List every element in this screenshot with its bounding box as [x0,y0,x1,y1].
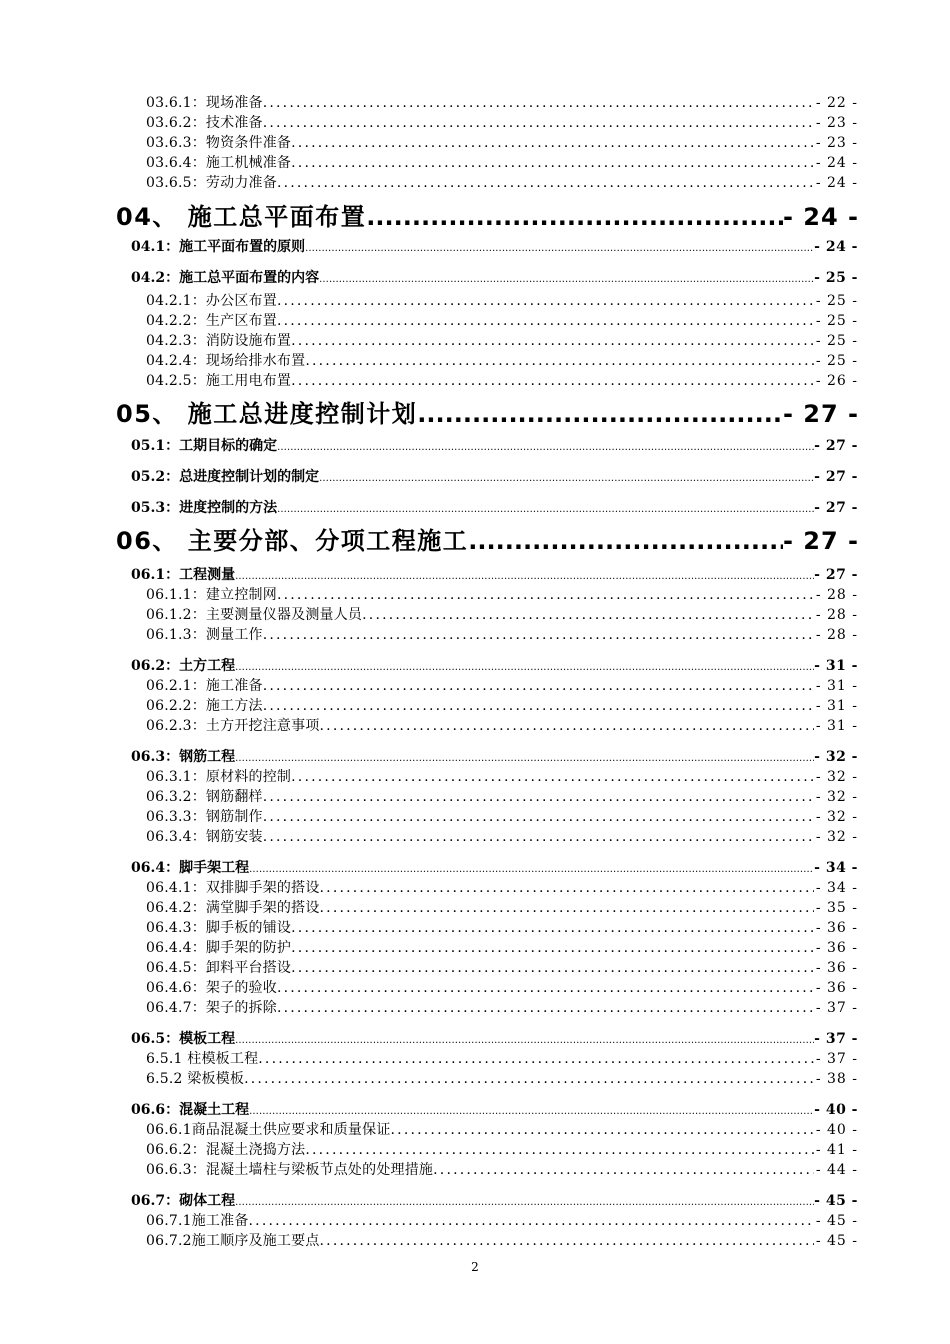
toc-heading-entry[interactable] [116,197,859,231]
toc-section-entry[interactable] [131,655,858,675]
toc-entry-title: 04.2.4：现场给排水布置 [146,353,306,369]
toc-subsection-entry[interactable] [146,584,858,604]
toc-dot-leader [305,1142,813,1158]
toc-dot-leader [366,203,783,231]
toc-dot-leader [319,469,814,485]
toc-entry-title: 6.5.2 梁板模板 [146,1071,245,1087]
toc-entry-title: 06.6.3：混凝土墙柱与梁板节点处的处理措施 [146,1162,434,1178]
toc-entry-title: 06.1.2：主要测量仪器及测量人员 [146,607,363,623]
toc-entry-title: 03.6.5：劳动力准备 [146,175,277,191]
toc-subsection-entry[interactable] [146,766,858,786]
toc-dot-leader [391,1122,814,1138]
toc-dot-leader [263,789,814,805]
toc-subsection-entry[interactable] [146,604,858,624]
toc-section-entry[interactable] [131,1028,858,1048]
toc-entry-title: 06.1.3：测量工作 [146,627,263,643]
toc-entry-page: - 28 - [815,607,858,623]
toc-entry-page: - 35 - [815,900,858,916]
toc-entry-title: 06.1.1：建立控制网 [146,587,277,603]
toc-entry-page: - 32 - [815,829,858,845]
toc-entry-title: 06.4.2：满堂脚手架的搭设 [146,900,320,916]
toc-entry-page: - 25 - [815,293,858,309]
toc-entry-title: 06、 主要分部、分项工程施工 [116,527,469,555]
page-number: 2 [471,1260,479,1274]
toc-dot-leader [249,1213,814,1229]
toc-subsection-entry[interactable] [146,290,858,310]
toc-entry-title: 06.4.6：架子的验收 [146,980,277,996]
toc-entry-page: - 32 - [815,809,858,825]
toc-section-entry[interactable] [131,857,858,877]
toc-entry-page: - 37 - [815,1000,858,1016]
toc-subsection-entry[interactable] [146,715,858,735]
toc-entry-title: 06.1：工程测量 [131,567,236,583]
toc-dot-leader [263,627,814,643]
toc-dot-leader [305,239,814,255]
toc-entry-title: 06.2.2：施工方法 [146,698,263,714]
toc-section-entry[interactable] [131,236,858,256]
toc-entry-title: 06.4：脚手架工程 [131,860,250,876]
toc-entry-page: - 24 - [814,239,858,255]
toc-entry-title: 06.3：钢筋工程 [131,749,236,765]
toc-dot-leader [249,1102,814,1118]
toc-subsection-entry[interactable] [146,786,858,806]
toc-entry-page: - 36 - [815,920,858,936]
toc-section-entry[interactable] [131,1099,858,1119]
toc-section-entry[interactable] [131,466,858,486]
toc-subsection-entry[interactable] [146,172,858,192]
toc-entry-page: - 40 - [815,1122,858,1138]
toc-subsection-entry[interactable] [146,826,858,846]
toc-entry-title: 06.2.1：施工准备 [146,678,263,694]
toc-entry-title: 06.3.4：钢筋安装 [146,829,263,845]
toc-entry-title: 05、 施工总进度控制计划 [116,400,418,428]
toc-entry-page: - 37 - [815,1051,858,1067]
toc-subsection-entry[interactable] [146,112,858,132]
toc-entry-page: - 32 - [814,749,858,765]
toc-dot-leader [277,500,814,516]
toc-dot-leader [277,587,814,603]
toc-entry-title: 06.4.3：脚手板的铺设 [146,920,292,936]
toc-heading-entry[interactable] [116,394,859,428]
toc-entry-page: - 27 - [814,567,858,583]
toc-entry-page: - 23 - [815,115,858,131]
toc-subsection-entry[interactable] [146,806,858,826]
toc-entry-page: - 32 - [815,789,858,805]
toc-entry-page: - 24 - [782,203,859,231]
toc-entry-title: 05.3：进度控制的方法 [131,500,278,516]
toc-subsection-entry[interactable] [146,1139,858,1159]
toc-entry-page: - 25 - [815,353,858,369]
toc-dot-leader [291,373,814,389]
toc-entry-page: - 38 - [815,1071,858,1087]
toc-dot-leader [263,829,814,845]
toc-dot-leader [277,313,814,329]
toc-entry-title: 03.6.1：现场准备 [146,95,263,111]
toc-entry-page: - 22 - [815,95,858,111]
toc-entry-title: 06.4.4：脚手架的防护 [146,940,292,956]
toc-entry-page: - 27 - [814,500,858,516]
toc-subsection-entry[interactable] [146,695,858,715]
toc-dot-leader [433,1162,814,1178]
toc-dot-leader [277,175,814,191]
toc-entry-title: 06.2.3：土方开挖注意事项 [146,718,320,734]
toc-dot-leader [291,333,814,349]
toc-subsection-entry[interactable] [146,675,858,695]
toc-entry-page: - 37 - [814,1031,858,1047]
toc-subsection-entry[interactable] [146,997,858,1017]
toc-subsection-entry[interactable] [146,937,858,957]
toc-entry-page: - 45 - [814,1193,858,1209]
toc-entry-page: - 28 - [815,627,858,643]
toc-entry-title: 04.2：施工总平面布置的内容 [131,270,320,286]
toc-dot-leader [362,607,814,623]
toc-entry-title: 04、 施工总平面布置 [116,203,367,231]
toc-entry-page: - 45 - [815,1233,858,1249]
toc-subsection-entry[interactable] [146,330,858,350]
toc-dot-leader [235,1031,814,1047]
toc-entry-title: 06.7：砌体工程 [131,1193,236,1209]
toc-entry-title: 04.2.1：办公区布置 [146,293,277,309]
toc-entry-page: - 25 - [815,313,858,329]
toc-dot-leader [277,438,814,454]
toc-entry-title: 03.6.2：技术准备 [146,115,263,131]
toc-dot-leader [305,353,813,369]
toc-subsection-entry[interactable] [146,370,858,390]
toc-entry-title: 06.4.7：架子的拆除 [146,1000,277,1016]
toc-subsection-entry[interactable] [146,957,858,977]
toc-entry-title: 05.2：总进度控制计划的制定 [131,469,320,485]
toc-dot-leader [263,698,814,714]
toc-entry-title: 04.2.2：生产区布置 [146,313,277,329]
toc-section-entry[interactable] [131,435,858,455]
toc-entry-page: - 26 - [815,373,858,389]
toc-entry-page: - 41 - [815,1142,858,1158]
toc-dot-leader [291,940,814,956]
toc-dot-leader [277,293,814,309]
toc-subsection-entry[interactable] [146,1210,858,1230]
toc-subsection-entry[interactable] [146,1068,858,1088]
toc-entry-title: 6.5.1 柱模板工程 [146,1051,259,1067]
toc-dot-leader [263,678,814,694]
toc-dot-leader [235,658,814,674]
toc-dot-leader [291,135,814,151]
toc-dot-leader [244,1071,814,1087]
toc-entry-page: - 36 - [815,960,858,976]
toc-subsection-entry[interactable] [146,897,858,917]
toc-entry-title: 06.7.1施工准备 [146,1213,249,1229]
toc-dot-leader [291,769,814,785]
toc-entry-page: - 44 - [815,1162,858,1178]
toc-entry-page: - 31 - [815,698,858,714]
toc-dot-leader [291,155,814,171]
toc-entry-title: 06.3.3：钢筋制作 [146,809,263,825]
toc-entry-page: - 24 - [815,175,858,191]
toc-entry-title: 03.6.3：物资条件准备 [146,135,292,151]
toc-entry-title: 06.6：混凝土工程 [131,1102,250,1118]
toc-subsection-entry[interactable] [146,92,858,112]
toc-dot-leader [320,718,814,734]
toc-subsection-entry[interactable] [146,977,858,997]
toc-entry-title: 06.7.2施工顺序及施工要点 [146,1233,320,1249]
toc-subsection-entry[interactable] [146,624,858,644]
toc-dot-leader [320,900,814,916]
toc-section-entry[interactable] [131,497,858,517]
toc-dot-leader [263,95,814,111]
toc-entry-title: 06.6.1商品混凝土供应要求和质量保证 [146,1122,391,1138]
toc-entry-title: 06.4.5：卸料平台搭设 [146,960,292,976]
toc-entry-title: 06.5：模板工程 [131,1031,236,1047]
toc-entry-page: - 25 - [815,333,858,349]
toc-subsection-entry[interactable] [146,1048,858,1068]
toc-section-entry[interactable] [131,267,858,287]
toc-entry-page: - 36 - [815,980,858,996]
toc-dot-leader [263,809,814,825]
toc-dot-leader [291,960,814,976]
toc-dot-leader [277,980,814,996]
toc-entry-title: 03.6.4：施工机械准备 [146,155,292,171]
toc-dot-leader [277,1000,814,1016]
toc-subsection-entry[interactable] [146,1119,858,1139]
toc-dot-leader [291,920,814,936]
toc-subsection-entry[interactable] [146,1159,858,1179]
toc-entry-title: 06.3.1：原材料的控制 [146,769,292,785]
toc-entry-page: - 27 - [814,438,858,454]
toc-entry-page: - 27 - [782,527,859,555]
toc-entry-page: - 34 - [815,880,858,896]
toc-dot-leader [468,527,783,555]
toc-entry-page: - 31 - [814,658,858,674]
toc-subsection-entry[interactable] [146,132,858,152]
toc-entry-page: - 31 - [815,718,858,734]
toc-entry-page: - 24 - [815,155,858,171]
toc-entry-page: - 23 - [815,135,858,151]
toc-section-entry[interactable] [131,564,858,584]
toc-entry-page: - 36 - [815,940,858,956]
toc-entry-page: - 27 - [814,469,858,485]
toc-entry-title: 06.4.1：双排脚手架的搭设 [146,880,320,896]
toc-dot-leader [417,400,783,428]
toc-dot-leader [235,567,814,583]
toc-entry-title: 04.1：施工平面布置的原则 [131,239,306,255]
toc-dot-leader [263,115,814,131]
toc-entry-page: - 25 - [814,270,858,286]
toc-entry-page: - 40 - [814,1102,858,1118]
toc-entry-title: 06.2：土方工程 [131,658,236,674]
toc-dot-leader [319,270,814,286]
toc-entry-page: - 31 - [815,678,858,694]
toc-entry-page: - 28 - [815,587,858,603]
toc-subsection-entry[interactable] [146,877,858,897]
toc-entry-page: - 27 - [782,400,859,428]
toc-subsection-entry[interactable] [146,1230,858,1250]
toc-entry-title: 04.2.5：施工用电布置 [146,373,292,389]
toc-dot-leader [249,860,814,876]
toc-entry-title: 04.2.3：消防设施布置 [146,333,292,349]
toc-entry-page: - 32 - [815,769,858,785]
toc-dot-leader [320,1233,814,1249]
toc-entry-title: 06.6.2：混凝土浇捣方法 [146,1142,306,1158]
toc-dot-leader [235,1193,814,1209]
toc-dot-leader [320,880,814,896]
toc-section-entry[interactable] [131,746,858,766]
toc-subsection-entry[interactable] [146,917,858,937]
toc-entry-page: - 45 - [815,1213,858,1229]
toc-dot-leader [258,1051,814,1067]
toc-subsection-entry[interactable] [146,310,858,330]
toc-section-entry[interactable] [131,1190,858,1210]
toc-entry-title: 06.3.2：钢筋翻样 [146,789,263,805]
toc-dot-leader [235,749,814,765]
toc-entry-page: - 34 - [814,860,858,876]
toc-heading-entry[interactable] [116,521,859,555]
toc-subsection-entry[interactable] [146,152,858,172]
toc-subsection-entry[interactable] [146,350,858,370]
toc-entry-title: 05.1：工期目标的确定 [131,438,278,454]
